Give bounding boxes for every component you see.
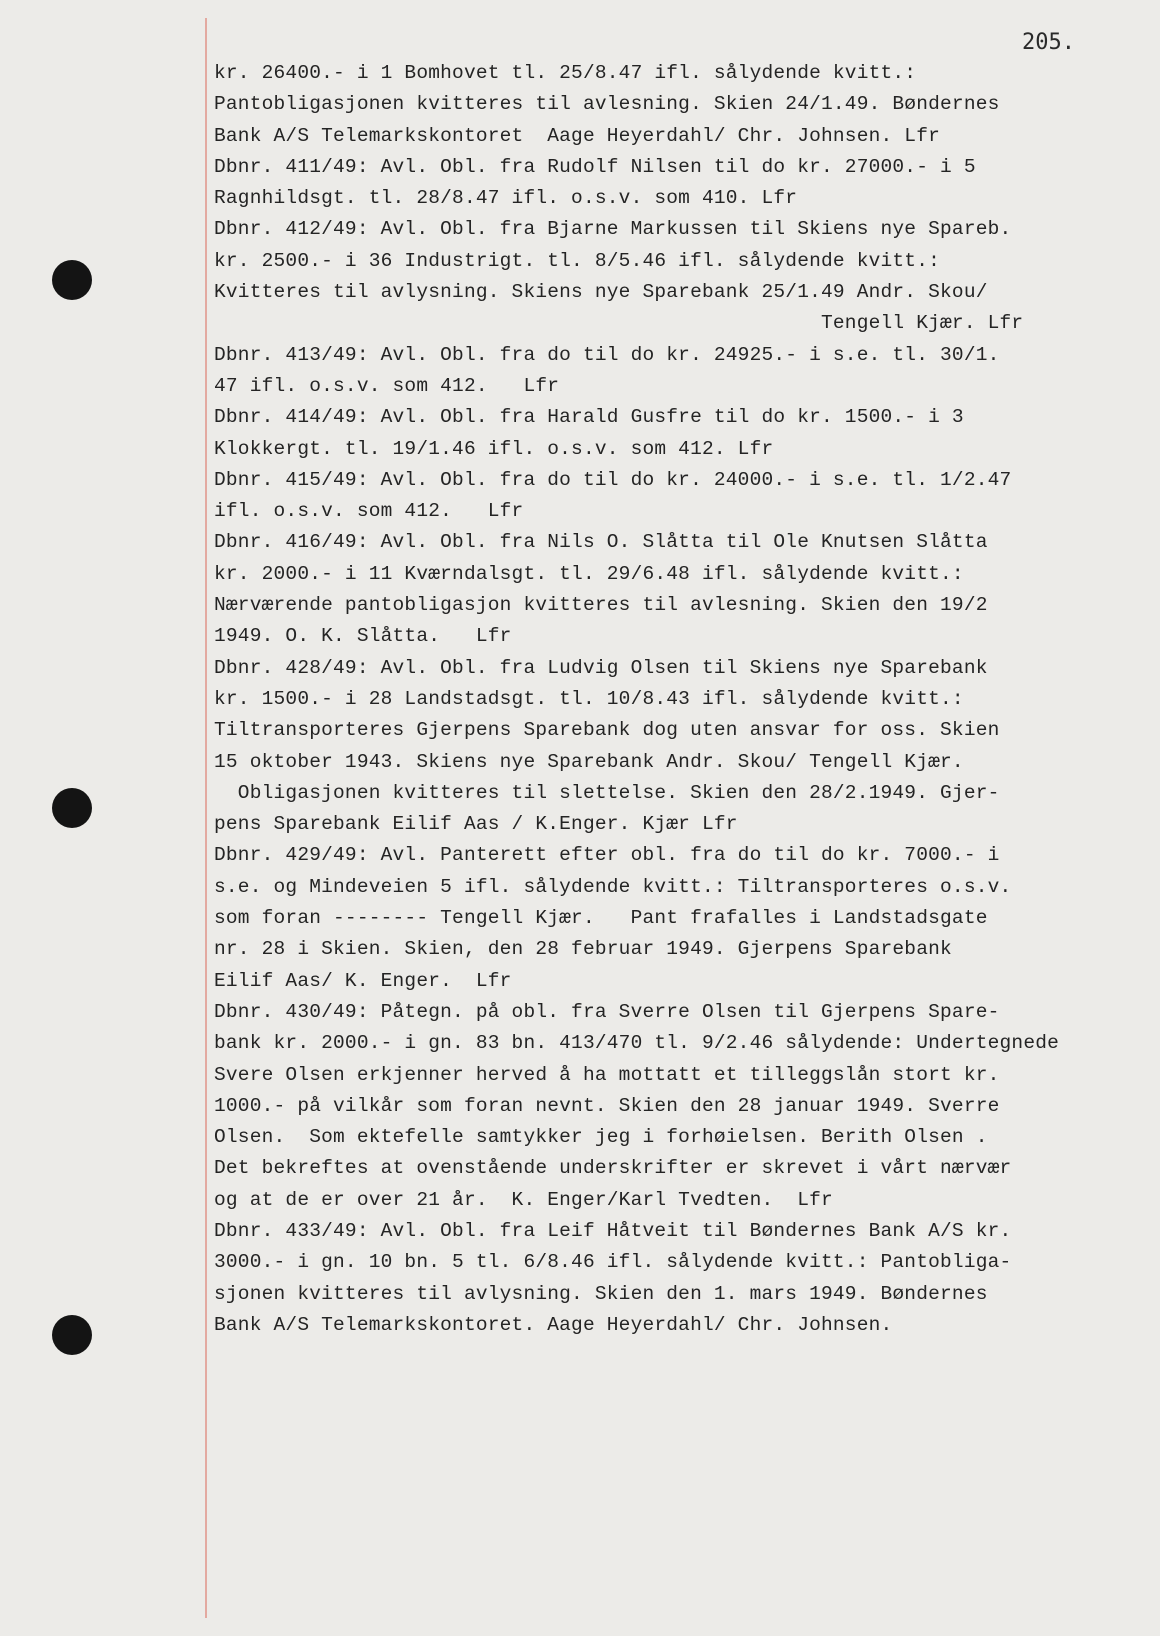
text-line: 1949. O. K. Slåtta. Lfr [214, 625, 512, 648]
text-line: Olsen. Som ektefelle samtykker jeg i forhøielsen. Berith Olsen . [214, 1126, 988, 1149]
text-line: kr. 1500.- i 28 Landstadsgt. tl. 10/8.43 ifl. sålydende kvitt.: [214, 687, 964, 710]
text-line: s.e. og Mindeveien 5 ifl. sålydende kvitt.: Tiltransporteres o.s.v. [214, 875, 1012, 898]
text-line: Tiltransporteres Gjerpens Sparebank dog uten ansvar for oss. Skien [214, 719, 1000, 742]
text-line: pens Sparebank Eilif Aas / K.Enger. Kjær Lfr [214, 813, 738, 836]
text-line: kr. 2500.- i 36 Industrigt. tl. 8/5.46 ifl. sålydende kvitt.: [214, 249, 941, 272]
text-line: Ragnhildsgt. tl. 28/8.47 ifl. o.s.v. som 410. Lfr [214, 187, 798, 210]
text-line: Dbnr. 411/49: Avl. Obl. fra Rudolf Nilsen til do kr. 27000.- i 5 [214, 155, 976, 178]
text-line: Dbnr. 412/49: Avl. Obl. fra Bjarne Markussen til Skiens nye Spareb. [214, 218, 1012, 241]
text-line: Dbnr. 430/49: Påtegn. på obl. fra Sverre Olsen til Gjerpens Spare- [214, 1000, 1000, 1023]
text-line: Svere Olsen erkjenner herved å ha mottatt et tilleggslån stort kr. [214, 1063, 1000, 1086]
text-line: 47 ifl. o.s.v. som 412. Lfr [214, 374, 560, 397]
text-line: nr. 28 i Skien. Skien, den 28 februar 1949. Gjerpens Sparebank [214, 938, 952, 961]
text-line: og at de er over 21 år. K. Enger/Karl Tvedten. Lfr [214, 1188, 833, 1211]
text-line: Bank A/S Telemarkskontoret Aage Heyerdahl/ Chr. Johnsen. Lfr [214, 124, 941, 147]
document-text [214, 58, 1144, 1341]
text-line: Nærværende pantobligasjon kvitteres til avlesning. Skien den 19/2 [214, 594, 988, 617]
text-line: Kvitteres til avlysning. Skiens nye Sparebank 25/1.49 Andr. Skou/ [214, 281, 988, 304]
text-line: som foran -------- Tengell Kjær. Pant frafalles i Landstadsgate [214, 907, 988, 930]
text-line: 3000.- i gn. 10 bn. 5 tl. 6/8.46 ifl. sålydende kvitt.: Pantobliga- [214, 1251, 1012, 1274]
text-line: sjonen kvitteres til avlysning. Skien den 1. mars 1949. Bøndernes [214, 1282, 988, 1305]
text-line: Dbnr. 429/49: Avl. Panterett efter obl. fra do til do kr. 7000.- i [214, 844, 1000, 867]
text-line: Dbnr. 415/49: Avl. Obl. fra do til do kr. 24000.- i s.e. tl. 1/2.47 [214, 468, 1012, 491]
text-line: Dbnr. 428/49: Avl. Obl. fra Ludvig Olsen til Skiens nye Sparebank [214, 656, 988, 679]
margin-line [205, 18, 207, 1618]
text-line: Tengell Kjær. Lfr [214, 312, 1024, 335]
text-line: bank kr. 2000.- i gn. 83 bn. 413/470 tl. 9/2.46 sålydende: Undertegnede [214, 1032, 1060, 1055]
text-line: 1000.- på vilkår som foran nevnt. Skien den 28 januar 1949. Sverre [214, 1094, 1000, 1117]
text-line: Dbnr. 416/49: Avl. Obl. fra Nils O. Slåtta til Ole Knutsen Slåtta [214, 531, 988, 554]
text-line: Eilif Aas/ K. Enger. Lfr [214, 969, 512, 992]
text-line: kr. 2000.- i 11 Kværndalsgt. tl. 29/6.48 ifl. sålydende kvitt.: [214, 562, 964, 585]
text-line: Dbnr. 414/49: Avl. Obl. fra Harald Gusfre til do kr. 1500.- i 3 [214, 406, 964, 429]
text-line: ifl. o.s.v. som 412. Lfr [214, 500, 524, 523]
text-line: Bank A/S Telemarkskontoret. Aage Heyerdahl/ Chr. Johnsen. [214, 1313, 893, 1336]
binder-hole-icon [52, 260, 92, 300]
text-line: Pantobligasjonen kvitteres til avlesning. Skien 24/1.49. Bøndernes [214, 93, 1000, 116]
page-number: 205. [1022, 30, 1075, 55]
text-line: Dbnr. 433/49: Avl. Obl. fra Leif Håtveit til Bøndernes Bank A/S kr. [214, 1219, 1012, 1242]
binder-hole-icon [52, 1315, 92, 1355]
text-line: 15 oktober 1943. Skiens nye Sparebank Andr. Skou/ Tengell Kjær. [214, 750, 964, 773]
text-line: Klokkergt. tl. 19/1.46 ifl. o.s.v. som 412. Lfr [214, 437, 774, 460]
text-line: Obligasjonen kvitteres til slettelse. Skien den 28/2.1949. Gjer- [214, 781, 1000, 804]
text-line: Det bekreftes at ovenstående underskrifter er skrevet i vårt nærvær [214, 1157, 1012, 1180]
text-line: Dbnr. 413/49: Avl. Obl. fra do til do kr. 24925.- i s.e. tl. 30/1. [214, 343, 1000, 366]
text-line: kr. 26400.- i 1 Bomhovet tl. 25/8.47 ifl. sålydende kvitt.: [214, 62, 917, 84]
binder-hole-icon [52, 788, 92, 828]
